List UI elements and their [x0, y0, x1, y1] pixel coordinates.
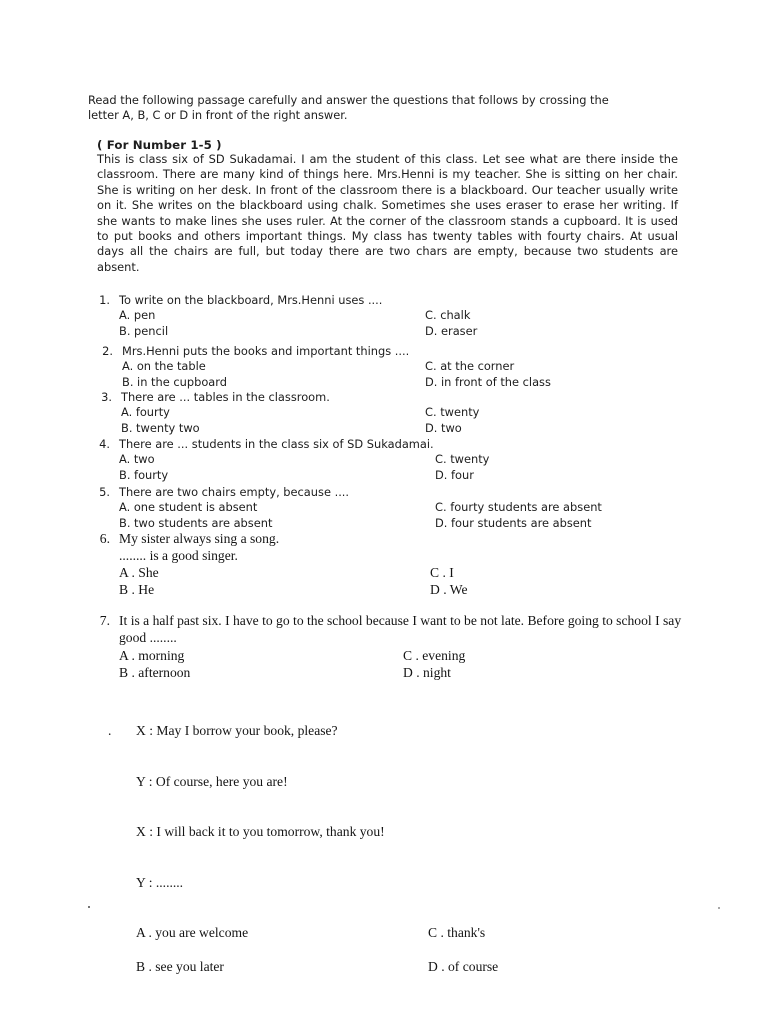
question-5-option-b[interactable]: B. two students are absent — [119, 515, 273, 530]
question-4-option-c[interactable]: C. twenty — [435, 452, 490, 467]
question-4 — [88, 437, 688, 483]
passage-body — [97, 152, 678, 275]
question-1-option-row-1 — [88, 308, 688, 323]
question-5 — [88, 485, 688, 531]
dialogue-option-row-1 — [136, 924, 668, 958]
question-4-option-row-2 — [88, 468, 688, 483]
question-4-option-a[interactable]: A. two — [119, 452, 155, 467]
dialogue-block — [108, 722, 668, 992]
question-3-option-c[interactable]: C. twenty — [425, 405, 480, 420]
question-2-stem: Mrs.Henni puts the books and important things .... — [122, 344, 410, 358]
question-2-option-d[interactable]: D. in front of the class — [425, 374, 551, 389]
question-3-option-d[interactable]: D. two — [425, 420, 462, 435]
dialogue-option-d[interactable]: D . of course — [428, 959, 499, 974]
instruction-line-2: letter A, B, C or D in front of the right answer. — [88, 108, 348, 123]
dialogue-line-2: Y : Of course, here you are! — [136, 773, 288, 789]
question-1-number: 1. — [99, 293, 110, 307]
question-6-option-c[interactable]: C . I — [430, 565, 454, 580]
dialogue-option-a[interactable]: A . you are welcome — [136, 925, 249, 940]
question-7-option-b[interactable]: B . afternoon — [119, 665, 191, 680]
question-4-option-b[interactable]: B. fourty — [119, 467, 169, 482]
instruction-block — [88, 93, 654, 124]
question-6-stem-row-2 — [88, 547, 688, 564]
question-1-option-a[interactable]: A. pen — [119, 308, 156, 323]
question-1 — [88, 293, 688, 339]
question-3-option-a[interactable]: A. fourty — [121, 405, 170, 420]
passage-heading: ( For Number 1-5 ) — [97, 138, 222, 152]
dialogue-option-b[interactable]: B . see you later — [136, 959, 224, 974]
question-6-stem: My sister always sing a song. — [119, 531, 280, 546]
question-2-option-c[interactable]: C. at the corner — [425, 359, 515, 374]
question-6-option-d[interactable]: D . We — [430, 582, 468, 597]
question-1-option-d[interactable]: D. eraser — [425, 323, 478, 338]
question-5-option-c[interactable]: C. fourty students are absent — [435, 500, 602, 515]
question-2-option-a[interactable]: A. on the table — [122, 359, 206, 374]
question-7 — [88, 612, 688, 681]
question-4-option-d[interactable]: D. four — [435, 467, 474, 482]
question-1-stem: To write on the blackboard, Mrs.Henni uses .... — [119, 293, 383, 307]
question-5-option-a[interactable]: A. one student is absent — [119, 500, 258, 515]
question-7-number: 7. — [99, 613, 110, 628]
question-3-stem-row — [90, 390, 690, 405]
question-4-stem: There are ... students in the class six of SD Sukadamai. — [119, 437, 434, 451]
dialogue-line-3: X : I will back it to you tomorrow, thank you! — [136, 824, 385, 839]
dialogue-spacer-2 — [108, 790, 668, 824]
question-6-stem-row — [88, 530, 688, 547]
question-3-option-row-2 — [90, 421, 690, 436]
question-3-stem: There are ... tables in the classroom. — [121, 390, 330, 404]
question-1-option-b[interactable]: B. pencil — [119, 323, 169, 338]
question-5-option-d[interactable]: D. four students are absent — [435, 515, 592, 530]
question-6-option-row-1 — [88, 564, 688, 581]
passage-paragraph: This is class six of SD Sukadamai. I am the student of this class. Let see what are there inside the classroom. There are many kind of things here. Mrs.Henni is my teacher. She is sitting on her chair. She is writing on her desk. In front of the classroom there is a blackboard. Our teacher usually write on it. She writes on the blackboard using chalk. Sometimes she uses eraser to erase her writing. If she wants to make lines she uses ruler. At the corner of the classroom stands a cupboard. It is used to put books and others important things. My class has twenty tables with fourty chairs. At usual days all the chairs are full, but today there are two chars are empty, because two students are absent. — [97, 152, 678, 274]
question-2-option-row-1 — [91, 359, 691, 374]
question-5-stem: There are two chairs empty, because .... — [119, 485, 350, 499]
question-7-stem: It is a half past six. I have to go to the school because I want to be not late. Before going to school I say good ........ — [119, 613, 682, 645]
dialogue-spacer-4 — [108, 891, 668, 925]
dialogue-spacer-3 — [108, 840, 668, 874]
question-6 — [88, 530, 688, 598]
question-3-number: 3. — [101, 390, 112, 404]
question-1-option-c[interactable]: C. chalk — [425, 308, 471, 323]
question-7-option-c[interactable]: C . evening — [403, 648, 466, 663]
question-3-option-row-1 — [90, 405, 690, 420]
question-5-stem-row — [88, 485, 688, 500]
question-2-option-b[interactable]: B. in the cupboard — [122, 374, 227, 389]
question-5-number: 5. — [99, 485, 110, 499]
question-6-option-a[interactable]: A . She — [119, 565, 159, 580]
question-5-option-row-1 — [88, 500, 688, 515]
question-6-option-b[interactable]: B . He — [119, 582, 155, 597]
question-1-stem-row — [88, 293, 688, 308]
question-1-option-row-2 — [88, 324, 688, 339]
dialogue-line-4: Y : ........ — [136, 874, 184, 890]
dialogue-lead-marker: . — [108, 723, 112, 738]
question-6-number: 6. — [99, 531, 110, 546]
question-6-stem-line2: ........ is a good singer. — [119, 548, 238, 563]
dialogue-option-row-2 — [136, 958, 668, 992]
scan-speck-right — [718, 907, 720, 909]
question-4-number: 4. — [99, 437, 110, 451]
question-7-stem-row — [88, 612, 688, 646]
question-7-option-row-1 — [88, 647, 688, 664]
question-7-option-d[interactable]: D . night — [403, 665, 451, 680]
question-2-stem-row — [91, 344, 691, 359]
dialogue-spacer-1 — [108, 739, 668, 773]
question-4-option-row-1 — [88, 452, 688, 467]
question-2-option-row-2 — [91, 375, 691, 390]
question-5-option-row-2 — [88, 516, 688, 531]
question-7-option-a[interactable]: A . morning — [119, 648, 185, 663]
question-6-option-row-2 — [88, 581, 688, 598]
question-3 — [90, 390, 690, 436]
scan-speck-left — [88, 906, 90, 908]
instruction-line-1: Read the following passage carefully and answer the questions that follows by crossing the — [88, 93, 609, 107]
question-4-stem-row — [88, 437, 688, 452]
question-7-option-row-2 — [88, 664, 688, 681]
question-2-number: 2. — [102, 344, 113, 358]
dialogue-line-1: X : May I borrow your book, please? — [136, 723, 338, 738]
question-3-option-b[interactable]: B. twenty two — [121, 420, 200, 435]
question-2 — [91, 344, 691, 390]
dialogue-option-c[interactable]: C . thank's — [428, 925, 486, 940]
